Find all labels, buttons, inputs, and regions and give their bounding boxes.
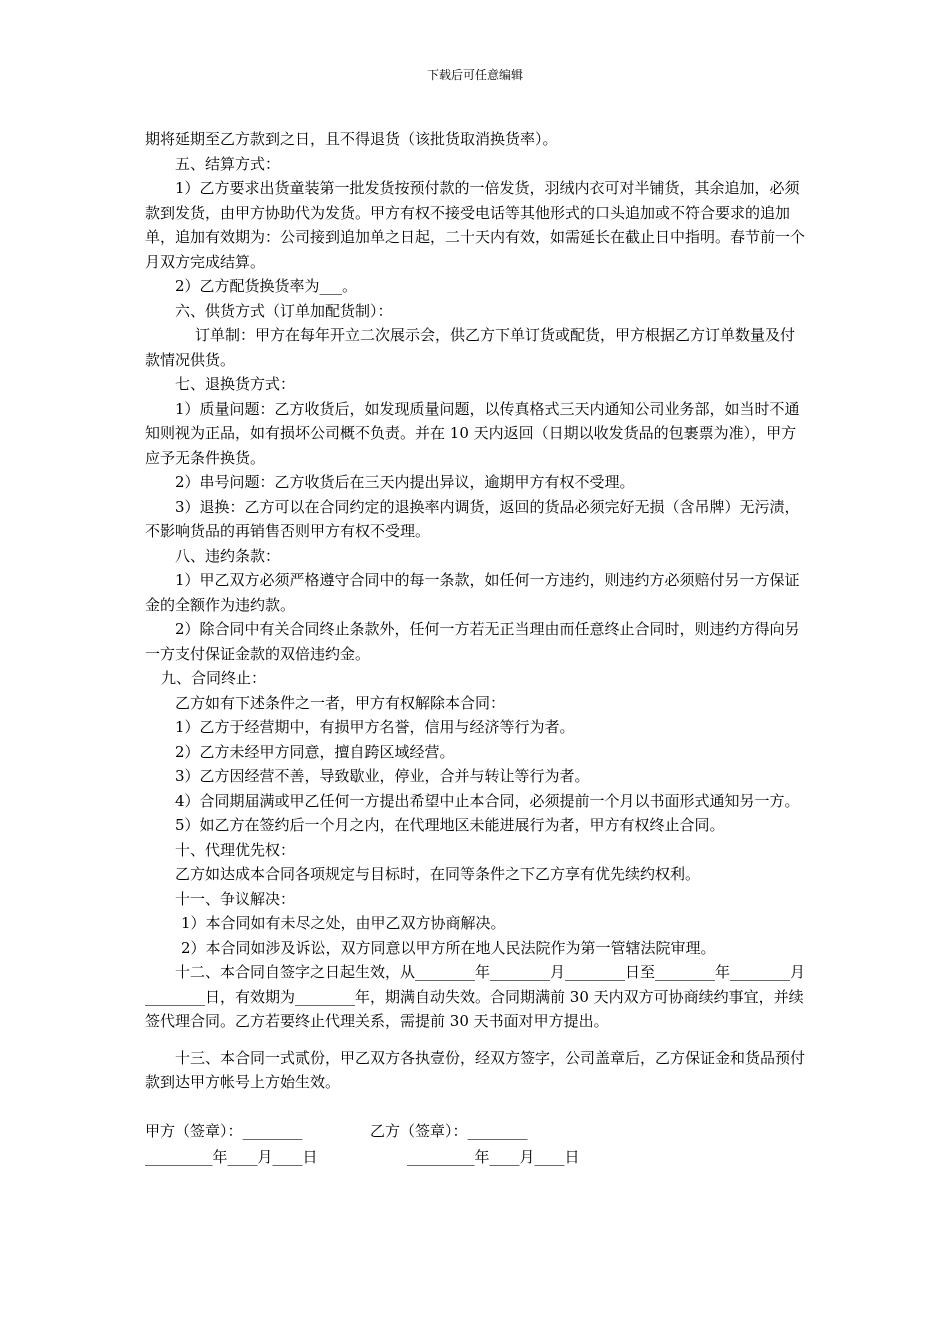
signature-row <box>145 1119 808 1145</box>
paragraph: 1）乙方要求出货童装第一批发货按预付款的一倍发货，羽绒内衣可对半铺货，其余追加，必须款到发货，由甲方协助代为发货。甲方有权不接受电话等其他形式的口头追加或不符合要求的追加单，追加有效期为：公司接到追加单之日起，二十天内有效，如需延长在截止日中指明。春节前一个月双方完成结算。 <box>145 179 806 271</box>
section-heading: 六、供货方式（订单加配货制）： <box>175 301 393 320</box>
paragraph: 2）串号问题：乙方收货后在三天内提出异议，逾期甲方有权不受理。 <box>175 473 635 491</box>
paragraph: 5）如乙方在签约后一个月之内，在代理地区未能进展行为者，甲方有权终止合同。 <box>175 816 725 834</box>
paragraph: 乙方如有下述条件之一者，甲方有权解除本合同： <box>175 693 506 712</box>
contract-body <box>145 127 808 1171</box>
paragraph: 3）退换：乙方可以在合同约定的退换率内调货，返回的货品必须完好无损（含吊牌）无污渍，不影响货品的再销售否则甲方有权不受理。 <box>145 497 800 540</box>
page-header: 下载后可任意编辑 <box>426 68 523 82</box>
paragraph: 2）本合同如涉及诉讼，双方同意以甲方所在地人民法院作为第一管辖法院审理。 <box>181 938 716 957</box>
paragraph: 期将延期至乙方款到之日，且不得退货（该批货取消换货率）。 <box>145 130 558 148</box>
section-heading: 五、结算方式： <box>175 154 281 173</box>
party-b-date: _________年____月____日 <box>407 1147 580 1166</box>
party-a-signature: 甲方（签章）：________ <box>145 1121 303 1140</box>
paragraph: 3）乙方因经营不善，导致歇业，停业，合并与转让等行为者。 <box>175 767 590 785</box>
section-heading: 十一、争议解决： <box>175 889 296 908</box>
paragraph: 十二、本合同自签字之日起生效，从________年________月________日至________年________月________日，有效期为________年，期满自动失效。合同期满前 30 天内双方可协商续约事宜，并续签代理合同。乙方若要终止代理关系，需提前 30 天书面对甲方提出。 <box>145 963 806 1030</box>
paragraph: 1）质量问题：乙方收货后，如发现质量问题，以传真格式三天内通知公司业务部，如当时不通知则视为正品，如有损坏公司概不负责。并在 10 天内返回（日期以收发货品的包裹票为准），甲方应予无条件换货。 <box>145 399 800 467</box>
paragraph: 十三、本合同一式贰份，甲乙双方各执壹份，经双方签字，公司盖章后，乙方保证金和货品预付款到达甲方帐号上方始生效。 <box>145 1048 806 1091</box>
paragraph: 2）乙方配货换货率为___。 <box>175 277 358 295</box>
paragraph: 乙方如达成本合同各项规定与目标时，在同等条件之下乙方享有优先续约权利。 <box>175 865 701 883</box>
section-heading: 九、合同终止： <box>161 669 267 687</box>
signature-date-row <box>145 1145 808 1171</box>
paragraph: 订单制：甲方在每年开立二次展示会，供乙方下单订货或配货，甲方根据乙方订单数量及付款情况供货。 <box>145 326 796 369</box>
paragraph: 1）乙方于经营期中，有损甲方名誉，信用与经济等行为者。 <box>175 718 575 736</box>
section-heading: 十、代理优先权： <box>175 840 296 859</box>
paragraph: 1）甲乙双方必须严格遵守合同中的每一条款，如任何一方违约，则违约方必须赔付另一方保证金的全额作为违约款。 <box>145 571 800 614</box>
section-heading: 七、退换货方式： <box>175 375 296 393</box>
paragraph: 1）本合同如有未尽之处，由甲乙双方协商解决。 <box>181 914 506 932</box>
paragraph: 2）乙方未经甲方同意，擅自跨区域经营。 <box>175 742 455 761</box>
party-b-signature: 乙方（签章）：________ <box>370 1121 528 1140</box>
paragraph: 2）除合同中有关合同终止条款外，任何一方若无正当理由而任意终止合同时，则违约方得向另一方支付保证金款的双倍违约金。 <box>145 620 800 663</box>
section-heading: 八、违约条款： <box>175 546 281 565</box>
party-a-date: _________年____月____日 <box>145 1147 318 1166</box>
paragraph: 4）合同期届满或甲乙任何一方提出希望中止本合同，必须提前一个月以书面形式通知另一方。 <box>175 791 800 810</box>
